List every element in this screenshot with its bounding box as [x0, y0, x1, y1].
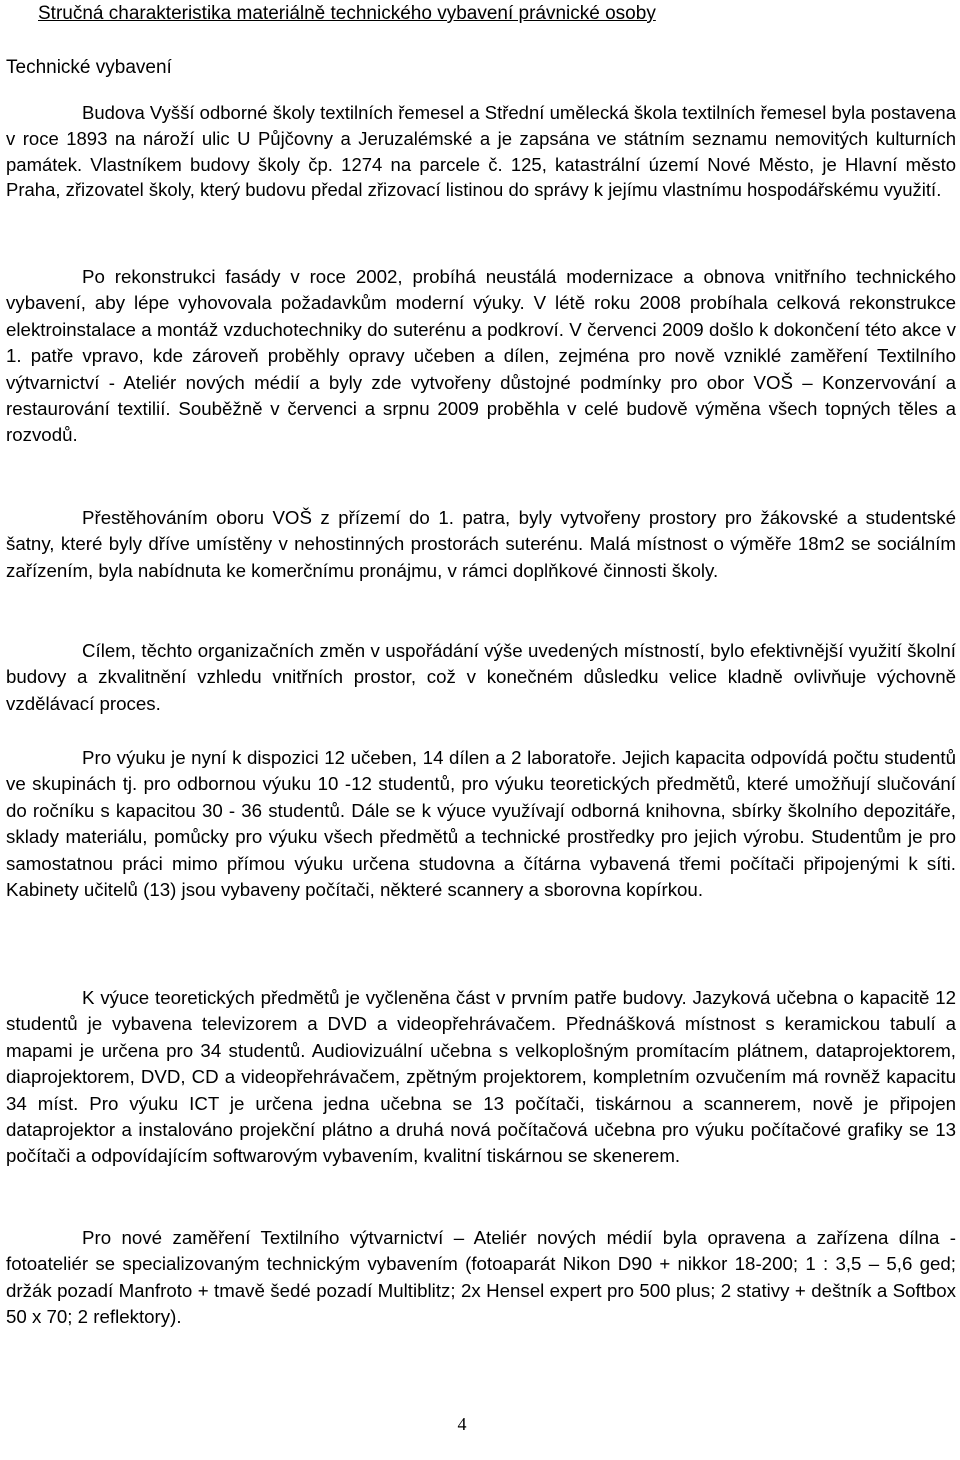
- paragraph-classrooms: Pro výuku je nyní k dispozici 12 učeben, 14 dílen a 2 laboratoře. Jejich kapacita odpovídá počtu studentů ve skupinách tj. pro odbornou výuku 10 -12 studentů, pro výuku teoretických předmětů, které umožňují slučování do ročníku s kapacitou 30 - 36 studentů. Dále se k výuce využívají odborná knihovna, sbírky školního depozitáře, sklady materiálu, pomůcky pro výuku všech předmětů a technické prostředky pro jejich výrobu. Studentům je pro samostatnou práci mimo přímou výuku určena studovna a čítárna vybavená třemi počítači připojenými k síti. Kabinety učitelů (13) jsou vybaveny počítači, některé scannery a sborovna kopírkou.: [6, 747, 956, 901]
- paragraph-theory-rooms: K výuce teoretických předmětů je vyčleněna část v prvním patře budovy. Jazyková učebna o kapacitě 12 studentů je vybavena televizorem a DVD a videopřehrávačem. Přednášková místnost s keramickou tabulí a mapami je určena pro 34 studentů. Audiovizuální učebna s velkoplošným promítacím plátnem, dataprojektorem, diaprojektorem, DVD, CD a videopřehrávačem, zpětným projektorem, kompletním ozvučením má rovněž kapacitu 34 míst. Pro výuku ICT je určena jedna učebna se 13 počítači, tiskárnou a scannerem, nově je připojen dataprojektor a instalováno projekční plátno a druhá nová počítačová učebna pro výuku počítačové grafiky se 13 počítači a odpovídajícím softwarovým vybavením, kvalitní tiskárnou se skenerem.: [6, 987, 956, 1167]
- paragraph-goal: Cílem, těchto organizačních změn v uspořádání výše uvedených místností, bylo efektivnější využití školní budovy a zkvalitnění vzhledu vnitřních prostor, což v konečném důsledku velice kladně ovlivňuje výchovně vzdělávací proces.: [6, 640, 956, 714]
- section-subheading: Technické vybavení: [6, 57, 172, 78]
- page-number: 4: [457, 1414, 467, 1434]
- paragraph-photo-studio: Pro nové zaměření Textilního výtvarnictví – Ateliér nových médií byla opravena a zařízena dílna - fotoateliér se specializovaným technickým vybavením (fotoaparát Nikon D90 + nikkor 18-200; 1 : 3,5 – 5,6 ged; držák pozadí Manfroto + tmavě šedé pozadí Multiblitz; 2x Hensel expert pro 500 plus; 2 stativy + deštník a Softbox 50 x 70; 2 reflektory).: [6, 1227, 956, 1328]
- paragraph-reconstruction: Po rekonstrukci fasády v roce 2002, probíhá neustálá modernizace a obnova vnitřního technického vybavení, aby lépe vyhovovala požadavkům moderní výuky. V létě roku 2008 probíhala celková rekonstrukce elektroinstalace a montáž vzduchotechniky do suterénu a podkroví. V červenci 2009 došlo k dokončení této akce v 1. patře vpravo, kde zároveň proběhly opravy učeben a dílen, zejména pro nově vzniklé zaměření Textilního výtvarnictví - Ateliér nových médií a byly zde vytvořeny důstojné podmínky pro obor VOŠ – Konzervování a restaurování textilií. Souběžně v červenci a srpnu 2009 proběhla v celé budově výměna všech topných těles a rozvodů.: [6, 266, 956, 446]
- document-heading: Stručná charakteristika materiálně technického vybavení právnické osoby: [38, 3, 656, 24]
- paragraph-relocation: Přestěhováním oboru VOŠ z přízemí do 1. patra, byly vytvořeny prostory pro žákovské a studentské šatny, které byly dříve umístěny v nehostinných prostorách suterénu. Malá místnost o výměře 18m2 se sociálním zařízením, byla nabídnuta ke komerčnímu pronájmu, v rámci doplňkové činnosti školy.: [6, 507, 956, 581]
- paragraph-building: Budova Vyšší odborné školy textilních řemesel a Střední umělecká škola textilních řemesel byla postavena v roce 1893 na nároží ulic U Půjčovny a Jeruzalémské a je zapsána ve státním seznamu nemovitých kulturních památek. Vlastníkem budovy školy čp. 1274 na parcele č. 125, katastrální území Nové Město, je Hlavní město Praha, zřizovatel školy, který budovu předal zřizovací listinou do správy k jejímu vlastnímu hospodářskému využití.: [6, 102, 956, 201]
